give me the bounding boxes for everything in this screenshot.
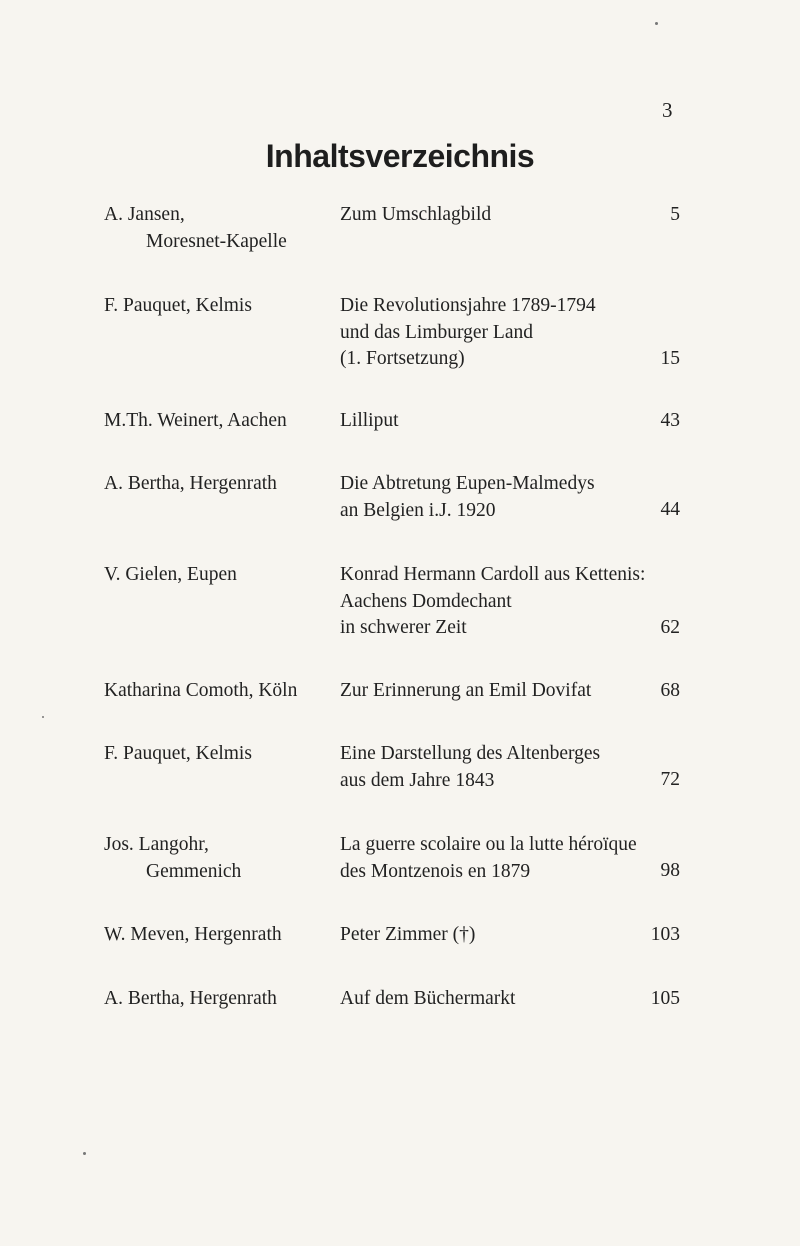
author-line: Gemmenich	[146, 860, 242, 882]
author-line: V. Gielen, Eupen	[104, 564, 237, 585]
toc-article-title	[340, 202, 630, 229]
author-line: W. Meven, Hergenrath	[104, 924, 282, 945]
author-line: A. Bertha, Hergenrath	[104, 988, 277, 1009]
toc-page-number: 5	[670, 204, 680, 225]
scan-speck	[655, 22, 658, 25]
toc-article-title	[340, 832, 637, 885]
author-line: F. Pauquet, Kelmis	[104, 295, 252, 316]
toc-article-title	[340, 562, 646, 642]
toc-author	[104, 741, 334, 768]
title-line: Zur Erinnerung an Emil Dovifat	[340, 680, 592, 701]
toc-author	[104, 922, 334, 949]
toc-article-title	[340, 293, 630, 373]
title-line: in schwerer Zeit	[340, 617, 467, 638]
toc-author	[104, 202, 334, 255]
author-line: M.Th. Weinert, Aachen	[104, 410, 287, 431]
toc-article-title	[340, 408, 630, 435]
title-line: (1. Fortsetzung)	[340, 348, 465, 369]
title-line: Die Abtretung Eupen-Malmedys	[340, 473, 595, 494]
title-line: Konrad Hermann Cardoll aus Kettenis:	[340, 564, 646, 585]
toc-author	[104, 293, 334, 320]
toc-author	[104, 408, 334, 435]
title-line: Die Revolutionsjahre 1789-1794	[340, 295, 596, 316]
toc-page-number: 105	[650, 988, 680, 1009]
toc-author	[104, 678, 334, 705]
toc-author	[104, 562, 334, 589]
title-line: an Belgien i.J. 1920	[340, 499, 496, 521]
author-line: F. Pauquet, Kelmis	[104, 743, 252, 764]
author-line: A. Bertha, Hergenrath	[104, 473, 277, 494]
title-line: Auf dem Büchermarkt	[340, 988, 516, 1009]
toc-page-number: 44	[660, 499, 680, 520]
toc-page-number: 98	[660, 860, 680, 881]
toc-article-title	[340, 922, 630, 949]
toc-article-title	[340, 986, 630, 1013]
page-title: Inhaltsverzeichnis	[265, 138, 535, 174]
toc-article-title	[340, 741, 630, 794]
toc-page-number: 62	[660, 617, 680, 638]
toc-article-title	[340, 678, 630, 705]
toc-page-number: 103	[650, 924, 680, 945]
title-line: Peter Zimmer (†)	[340, 924, 476, 945]
toc-page-number: 68	[660, 680, 680, 701]
author-line: Jos. Langohr,	[104, 834, 209, 855]
page-number: 3	[662, 98, 673, 122]
author-line: Moresnet-Kapelle	[146, 230, 287, 252]
title-line: aus dem Jahre 1843	[340, 769, 495, 791]
toc-page-number: 72	[660, 769, 680, 790]
toc-author	[104, 986, 334, 1013]
title-line: Aachens Domdechant	[340, 590, 512, 612]
toc-page-number: 43	[660, 410, 680, 431]
title-line: und das Limburger Land	[340, 321, 533, 343]
toc-author	[104, 832, 334, 885]
scan-speck	[83, 1152, 86, 1155]
toc-author	[104, 471, 334, 498]
toc-page-number: 15	[660, 348, 680, 369]
author-line: A. Jansen,	[104, 204, 185, 225]
author-line: Katharina Comoth, Köln	[104, 680, 298, 701]
title-line: Lilliput	[340, 410, 399, 431]
title-line: Eine Darstellung des Altenberges	[340, 743, 601, 764]
scan-speck	[42, 716, 44, 718]
title-line: des Montzenois en 1879	[340, 860, 531, 882]
title-line: Zum Umschlagbild	[340, 204, 492, 225]
title-line: La guerre scolaire ou la lutte héroïque	[340, 834, 637, 855]
toc-article-title	[340, 471, 630, 524]
